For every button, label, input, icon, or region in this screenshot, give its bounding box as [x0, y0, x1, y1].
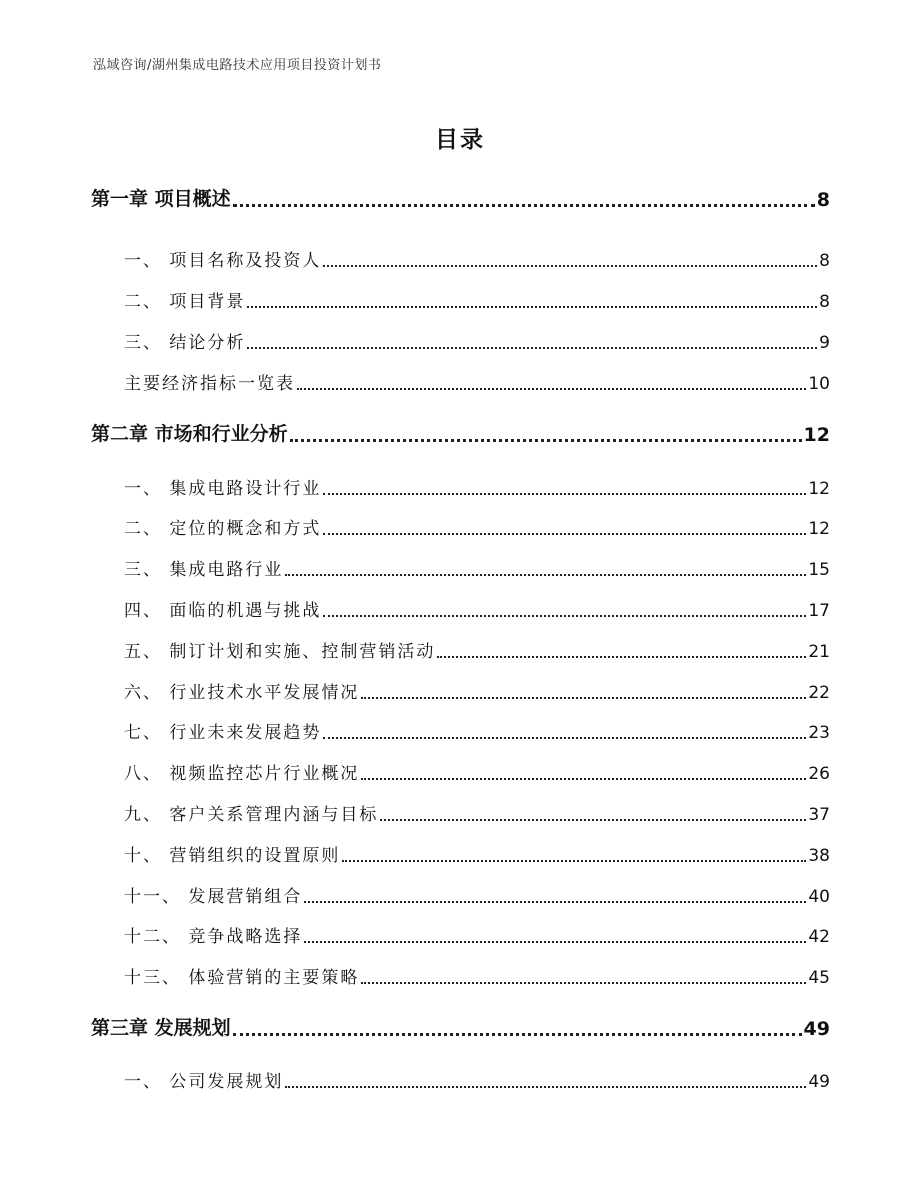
toc-page-number: 8 [819, 251, 830, 271]
running-header: 泓域咨询/湖州集成电路技术应用项目投资计划书 [93, 58, 382, 73]
toc-page-number: 49 [808, 1072, 830, 1092]
leader-dots [323, 264, 817, 267]
toc-label: 六、 行业技术水平发展情况 [124, 683, 360, 703]
leader-dots [323, 532, 806, 535]
leader-dots [247, 346, 817, 349]
toc-label: 九、 客户关系管理内涵与目标 [124, 805, 379, 825]
toc-section[interactable] [124, 882, 830, 907]
leader-dots [361, 696, 806, 699]
toc-label: 五、 制订计划和实施、控制营销活动 [124, 642, 436, 662]
toc-label: 十二、 竞争战略选择 [124, 927, 303, 947]
toc-section[interactable] [124, 369, 830, 394]
toc-page-number: 8 [819, 292, 830, 312]
leader-dots [304, 940, 806, 943]
toc-section[interactable] [124, 963, 830, 988]
toc-label: 主要经济指标一览表 [124, 374, 295, 394]
toc-label: 十三、 体验营销的主要策略 [124, 968, 360, 988]
toc-page-number: 42 [808, 927, 830, 947]
toc-section[interactable] [124, 287, 830, 312]
toc-chapter-2[interactable] [91, 419, 830, 446]
toc-section[interactable] [124, 718, 830, 743]
toc-page-number: 10 [808, 374, 830, 394]
toc-label: 第二章 市场和行业分析 [91, 423, 288, 445]
toc-section[interactable] [124, 596, 830, 621]
leader-dots [361, 777, 806, 780]
toc-label: 三、 结论分析 [124, 333, 246, 353]
toc-page-number: 21 [808, 642, 830, 662]
toc-page-number: 23 [808, 723, 830, 743]
leader-dots [233, 203, 815, 207]
toc-section[interactable] [124, 474, 830, 499]
toc-section[interactable] [124, 637, 830, 662]
toc-section[interactable] [124, 514, 830, 539]
toc-label: 一、 项目名称及投资人 [124, 251, 322, 271]
toc-page-number: 26 [808, 764, 830, 784]
toc-label: 八、 视频监控芯片行业概况 [124, 764, 360, 784]
leader-dots [233, 1032, 802, 1036]
leader-dots [437, 655, 806, 658]
toc-label: 十、 营销组织的设置原则 [124, 846, 341, 866]
toc-label: 第一章 项目概述 [91, 188, 231, 210]
toc-section[interactable] [124, 328, 830, 353]
toc-label: 七、 行业未来发展趋势 [124, 723, 322, 743]
toc-chapter-3[interactable] [91, 1013, 830, 1040]
toc-section[interactable] [124, 1067, 830, 1092]
toc-label: 四、 面临的机遇与挑战 [124, 601, 322, 621]
toc-page-number: 12 [803, 424, 830, 446]
leader-dots [285, 573, 806, 576]
toc-section[interactable] [124, 555, 830, 580]
toc-label: 一、 公司发展规划 [124, 1072, 284, 1092]
toc-label: 二、 项目背景 [124, 292, 246, 312]
toc-label: 三、 集成电路行业 [124, 560, 284, 580]
toc-section[interactable] [124, 759, 830, 784]
toc-page-number: 9 [819, 333, 830, 353]
toc-page-number: 45 [808, 968, 830, 988]
toc-page-number: 17 [808, 601, 830, 621]
leader-dots [380, 818, 806, 821]
toc-page-number: 38 [808, 846, 830, 866]
toc-section[interactable] [124, 841, 830, 866]
leader-dots [361, 981, 806, 984]
toc-page-number: 8 [816, 189, 830, 211]
toc-label: 二、 定位的概念和方式 [124, 519, 322, 539]
leader-dots [323, 614, 806, 617]
toc-chapter-1[interactable] [91, 184, 830, 211]
toc-page-number: 15 [808, 560, 830, 580]
toc-section[interactable] [124, 800, 830, 825]
toc-page-number: 40 [808, 887, 830, 907]
toc-page-number: 49 [803, 1018, 830, 1040]
leader-dots [247, 305, 817, 308]
toc-title: 目录 [435, 127, 485, 153]
toc-label: 一、 集成电路设计行业 [124, 479, 322, 499]
toc-section[interactable] [124, 246, 830, 271]
leader-dots [323, 492, 806, 495]
leader-dots [297, 387, 806, 390]
toc-section[interactable] [124, 678, 830, 703]
leader-dots [290, 438, 802, 442]
toc-page-number: 12 [808, 519, 830, 539]
toc-label: 第三章 发展规划 [91, 1017, 231, 1039]
toc-page-number: 12 [808, 479, 830, 499]
toc-label: 十一、 发展营销组合 [124, 887, 303, 907]
toc-section[interactable] [124, 922, 830, 947]
leader-dots [323, 736, 806, 739]
toc-page-number: 22 [808, 683, 830, 703]
leader-dots [342, 859, 806, 862]
leader-dots [304, 900, 806, 903]
leader-dots [285, 1085, 806, 1088]
toc-page-number: 37 [808, 805, 830, 825]
